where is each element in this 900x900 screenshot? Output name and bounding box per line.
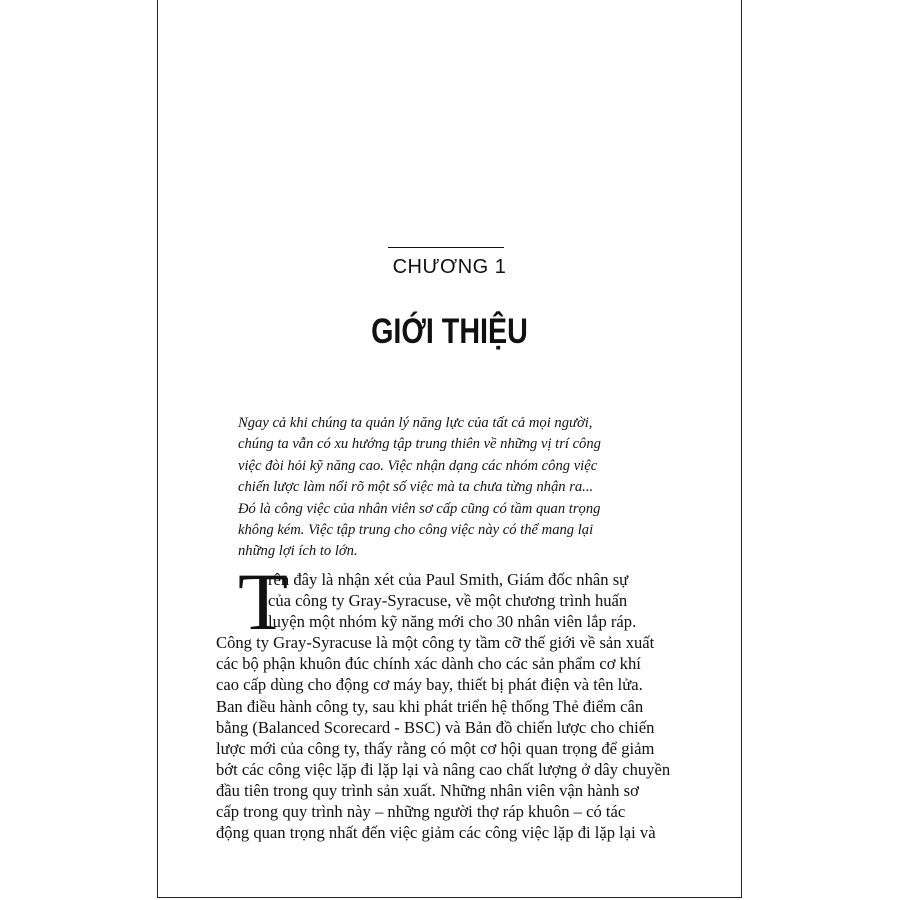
body-line: bớt các công việc lặp đi lặp lại và nâng cao chất lượng ở dây chuyền <box>216 759 671 779</box>
body-line: luyện một nhóm kỹ năng mới cho 30 nhân viên lắp ráp. <box>268 612 637 632</box>
epigraph-quote <box>238 413 658 563</box>
chapter-divider <box>388 247 504 248</box>
drop-cap-letter: T <box>238 556 289 647</box>
epigraph-line: Đó là công việc của nhân viên sơ cấp cũng có tầm quan trọng <box>238 500 601 517</box>
body-paragraph <box>216 556 686 843</box>
body-line: động quan trọng nhất đến việc giảm các công việc lặp đi lặp lại và <box>216 823 656 843</box>
epigraph-line: chiến lược làm nổi rõ một số việc mà ta chưa từng nhận ra... <box>238 479 594 496</box>
body-line: cấp trong quy trình này – những người thợ ráp khuôn – có tác <box>216 802 626 822</box>
body-line: Ban điều hành công ty, sau khi phát triển hệ thống Thẻ điểm cân <box>216 696 644 716</box>
chapter-title: GIỚI THIỆU <box>371 312 528 351</box>
body-line: các bộ phận khuôn đúc chính xác dành cho các sản phẩm cơ khí <box>216 654 641 674</box>
epigraph-line: không kém. Việc tập trung cho công việc này có thể mang lại <box>238 521 594 538</box>
body-line: cao cấp dùng cho động cơ máy bay, thiết bị phát điện và tên lửa. <box>216 675 643 695</box>
chapter-label: CHƯƠNG 1 <box>392 256 507 278</box>
epigraph-line: Ngay cả khi chúng ta quản lý năng lực của tất cả mọi người, <box>238 415 593 431</box>
book-page <box>157 0 742 898</box>
body-line: của công ty Gray-Syracuse, về một chương trình huấn <box>268 591 628 611</box>
epigraph-line: những lợi ích to lớn. <box>238 543 358 560</box>
epigraph-line: chúng ta vẫn có xu hướng tập trung thiên về những vị trí công <box>238 436 601 453</box>
body-line: Công ty Gray-Syracuse là một công ty tầm cỡ thế giới về sản xuất <box>216 633 655 653</box>
body-line: lược mới của công ty, thấy rằng có một cơ hội quan trọng để giảm <box>216 738 655 758</box>
body-line: rên đây là nhận xét của Paul Smith, Giám đốc nhân sự <box>268 570 629 589</box>
body-line: bằng (Balanced Scorecard - BSC) và Bản đồ chiến lược cho chiến <box>216 717 655 737</box>
epigraph-line: việc đòi hỏi kỹ năng cao. Việc nhận dạng các nhóm công việc <box>238 457 598 474</box>
body-line: đầu tiên trong quy trình sản xuất. Những nhân viên vận hành sơ <box>216 780 639 800</box>
